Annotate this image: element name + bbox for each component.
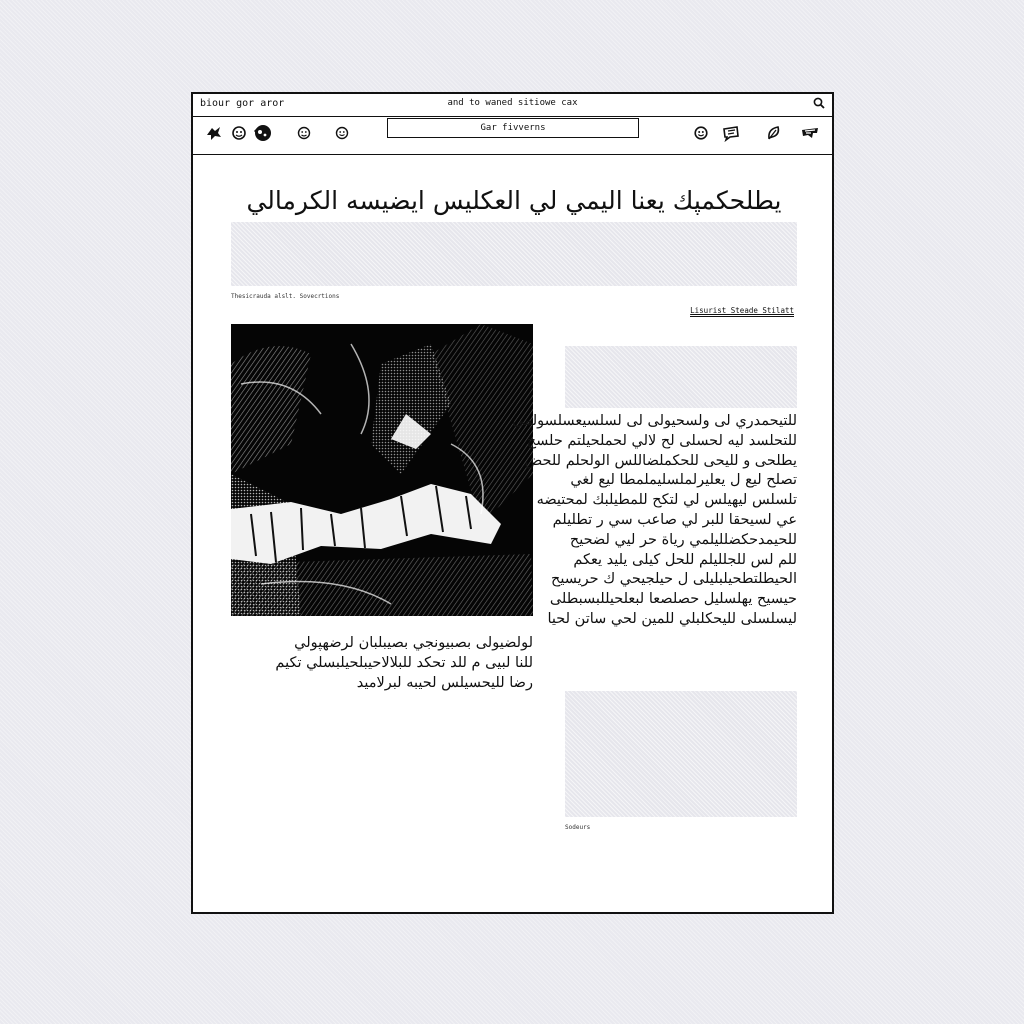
smiley-icon[interactable]	[331, 122, 353, 144]
address-bar[interactable]: Gar fivverns	[387, 118, 639, 138]
smiley-icon[interactable]	[228, 122, 250, 144]
title-bar	[193, 94, 832, 117]
banner-ad-placeholder	[231, 222, 797, 286]
tag-icon[interactable]	[799, 122, 821, 144]
toolbar	[193, 116, 832, 155]
body-line: للتحلسد ليه لحسلى لح لالي لحملحيلتم حلسح	[526, 432, 797, 449]
body-line: رضا لليحسيلس لحيبه لبرلاميد	[356, 674, 533, 691]
sidebar-ad-placeholder	[565, 346, 797, 408]
smiley-icon[interactable]	[690, 122, 712, 144]
body-line: تلسلس ليهيلس لي لتكح للمطيلبك لمحتيضه	[536, 492, 797, 509]
body-line: للم لس للجلليلم للحل كيلى يليد يعكم	[573, 551, 797, 568]
article-page	[193, 156, 832, 912]
body-line: الحيطلتطحيلبليلى ل حيلجيحي ك حريسيح	[550, 571, 797, 588]
body-line: للنا لبيى م للد تحكد للبلالاحيبلحيلبسلي تكيم	[275, 654, 533, 671]
image-caption: Thesicrauda alslt. Sovecrtions	[231, 293, 340, 300]
smiley-icon[interactable]	[293, 122, 315, 144]
face-icon[interactable]	[251, 122, 273, 144]
bird-icon[interactable]	[203, 122, 225, 144]
browser-window	[191, 92, 834, 914]
body-line: للحيمدحكضلليلمي رياة حر ليي لضحيح	[569, 531, 797, 548]
body-line: يطلحى و لليحى للحكملضاللس الولحلم للحض	[524, 452, 797, 469]
section-link[interactable]: Lisurist Steade Stilatt	[690, 306, 794, 315]
body-line: حيسيح يهلسليل حصلصعا لبعلحيللبسبطلى	[549, 591, 797, 608]
body-line: عي لسيحقا للبر لي صاعب سي ر تطليلم	[552, 511, 797, 528]
article-headline: يطلحكمپك يعنا اليمي لي العكليس ايضيسه الكرمالي	[246, 186, 782, 215]
article-body-left	[231, 634, 533, 693]
body-line: تصلح ليع ل يعليرلملسليملمطا ليع لغي	[570, 472, 797, 489]
search-icon[interactable]	[812, 96, 826, 110]
article-body-right	[512, 412, 797, 630]
footer-note: Sodeurs	[565, 824, 591, 831]
leaf-icon[interactable]	[763, 122, 785, 144]
window-title: and to waned sitiowe cax	[447, 98, 578, 108]
sidebar-ad-placeholder-bottom	[565, 691, 797, 817]
article-photo	[231, 324, 533, 616]
chat-icon[interactable]	[720, 122, 742, 144]
app-label: biour gor aror	[200, 98, 285, 109]
body-line: لولضيولى بصبيونجي بصيبلبان لرضهپولي	[294, 635, 533, 651]
body-line: للتيحمدري لى ولسحيولى لى لسلسيعسلسولمي	[512, 413, 797, 429]
body-line: ليسلسلى لليحكلبلي للمين لحي ساتن لحيا	[547, 610, 797, 627]
